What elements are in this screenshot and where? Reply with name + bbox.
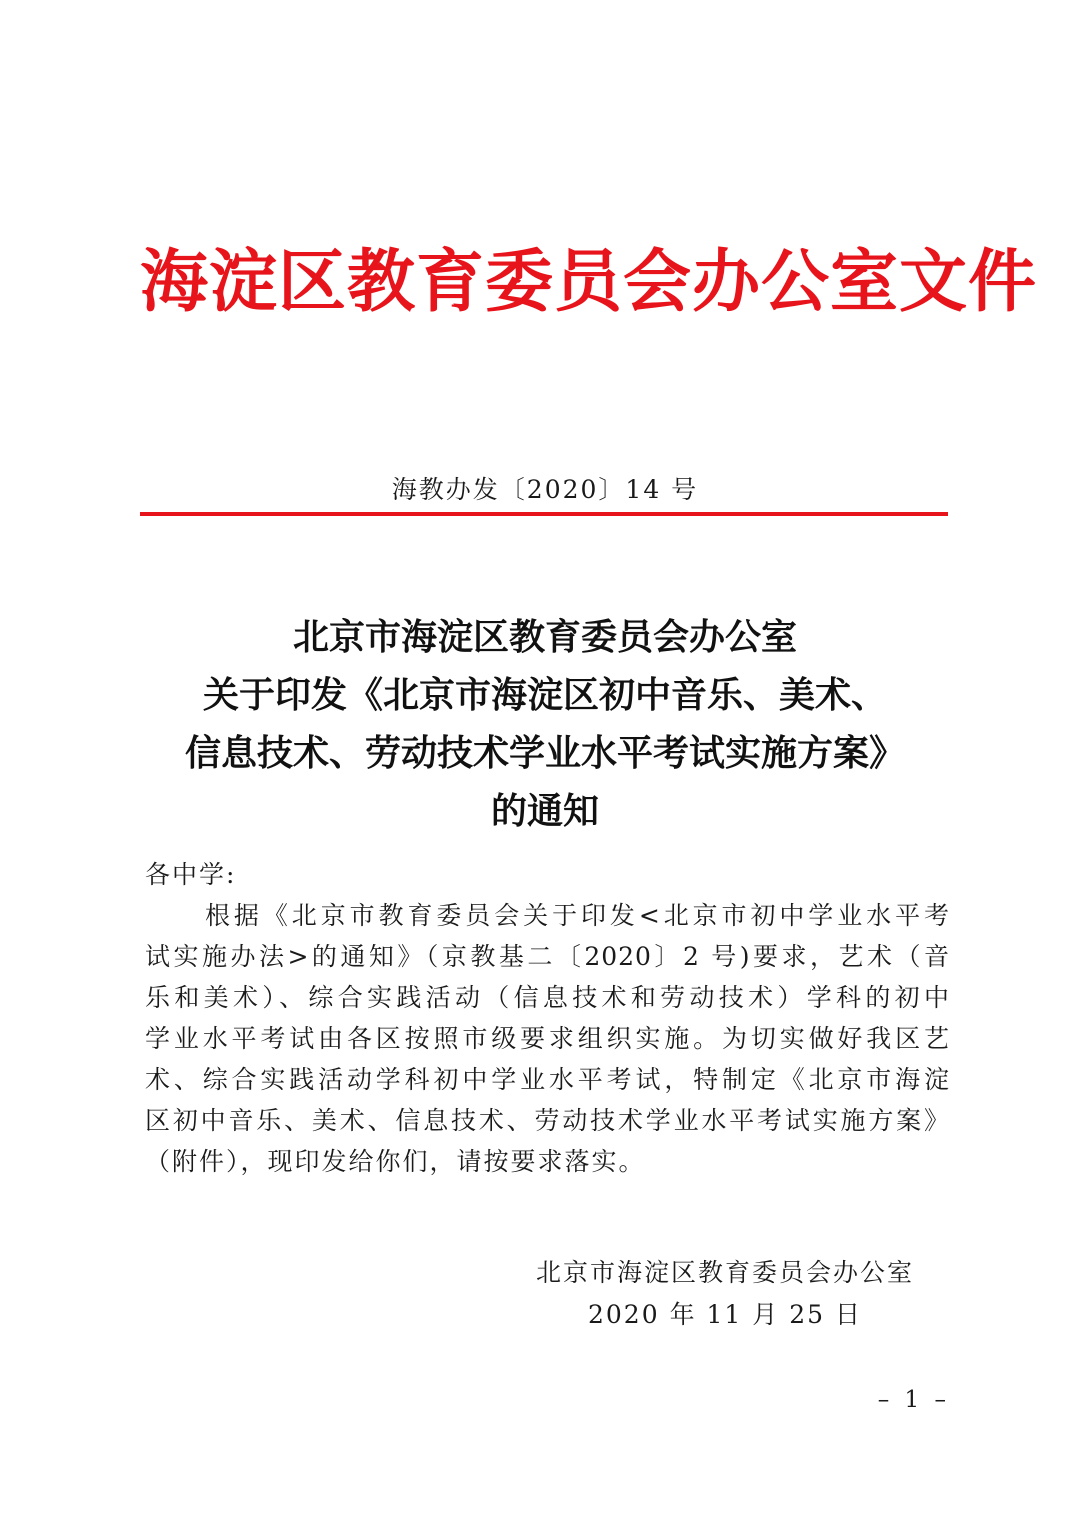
body-line: 区初中音乐、美术、信息技术、劳动技术学业水平考试实施方案》 [145, 1106, 950, 1135]
body-line: 根据《北京市教育委员会关于印发<北京市初中学业水平考 [205, 901, 950, 930]
body-line: 试实施办法>的通知》（京教基二〔2020〕2 号)要求，艺术（音 [145, 942, 950, 971]
issue-date: 2020 年 11 月 25 日 [588, 1300, 862, 1329]
document-number: 海教办发〔2020〕14 号 [391, 475, 699, 504]
title-line: 北京市海淀区教育委员会办公室 [292, 616, 797, 658]
title-line: 关于印发《北京市海淀区初中音乐、美术、 [202, 674, 887, 716]
body-line: 术、综合实践活动学科初中学业水平考试，特制定《北京市海淀 [145, 1065, 950, 1094]
notice-title [100, 608, 990, 840]
body-line: 学业水平考试由各区按照市级要求组织实施。为切实做好我区艺 [145, 1024, 950, 1053]
title-line: 信息技术、劳动技术学业水平考试实施方案》 [184, 732, 905, 774]
red-divider-line [140, 512, 948, 516]
page-number: – 1 – [877, 1387, 950, 1413]
salutation: 各中学: [145, 860, 237, 889]
body-line: 乐和美术）、综合实践活动（信息技术和劳动技术）学科的初中 [145, 983, 950, 1012]
body-line: （附件），现印发给你们，请按要求落实。 [145, 1147, 646, 1176]
masthead-title: 海淀区教育委员会办公室文件 [140, 242, 1038, 322]
issuing-office: 北京市海淀区教育委员会办公室 [535, 1258, 914, 1287]
title-line: 的通知 [490, 790, 599, 832]
body-paragraph [145, 895, 950, 1182]
